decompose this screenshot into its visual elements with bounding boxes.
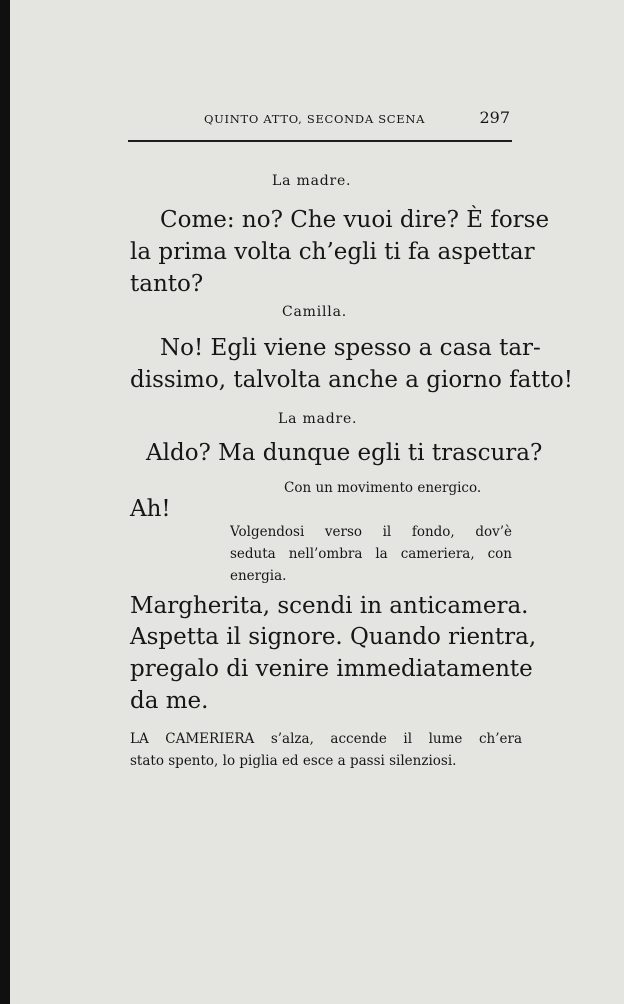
speaker-camilla: Camilla. [282, 304, 347, 320]
running-header [128, 108, 512, 130]
stage-direction: energia. [230, 568, 287, 584]
speech-line: da me. [130, 688, 209, 714]
speaker-la-madre: La madre. [272, 173, 352, 189]
speech-line: Margherita, scendi in anticamera. [130, 593, 529, 619]
stage-direction: stato spento, lo piglia ed esce a passi silenziosi. [130, 753, 457, 769]
speech-line: Aldo? Ma dunque egli ti trascura? [146, 440, 543, 466]
stage-direction: Volgendosi verso il fondo, dov’è [230, 524, 512, 540]
stage-direction: seduta nell’ombra la cameriera, con [230, 546, 512, 562]
stage-direction: LA CAMERIERA s’alza, accende il lume ch’era [130, 731, 522, 747]
page-number: 297 [479, 108, 510, 127]
speech-line: la prima volta ch’egli ti fa aspettar [130, 239, 535, 265]
header-rule [128, 140, 512, 142]
stage-direction: Con un movimento energico. [284, 480, 482, 496]
speech-line: dissimo, talvolta anche a giorno fatto! [130, 367, 573, 393]
speech-line: Come: no? Che vuoi dire? È forse [160, 207, 550, 233]
speech-line: pregalo di venire immediatamente [130, 656, 533, 682]
speech-line: Aspetta il signore. Quando rientra, [130, 624, 537, 650]
speech-line: Ah! [130, 496, 171, 522]
running-title: QUINTO ATTO, SECONDA SCENA [204, 112, 426, 126]
speech-line: tanto? [130, 271, 204, 297]
speech-line: No! Egli viene spesso a casa tar- [160, 335, 541, 361]
speaker-la-madre: La madre. [278, 411, 358, 427]
page-binding-edge [0, 0, 10, 1004]
